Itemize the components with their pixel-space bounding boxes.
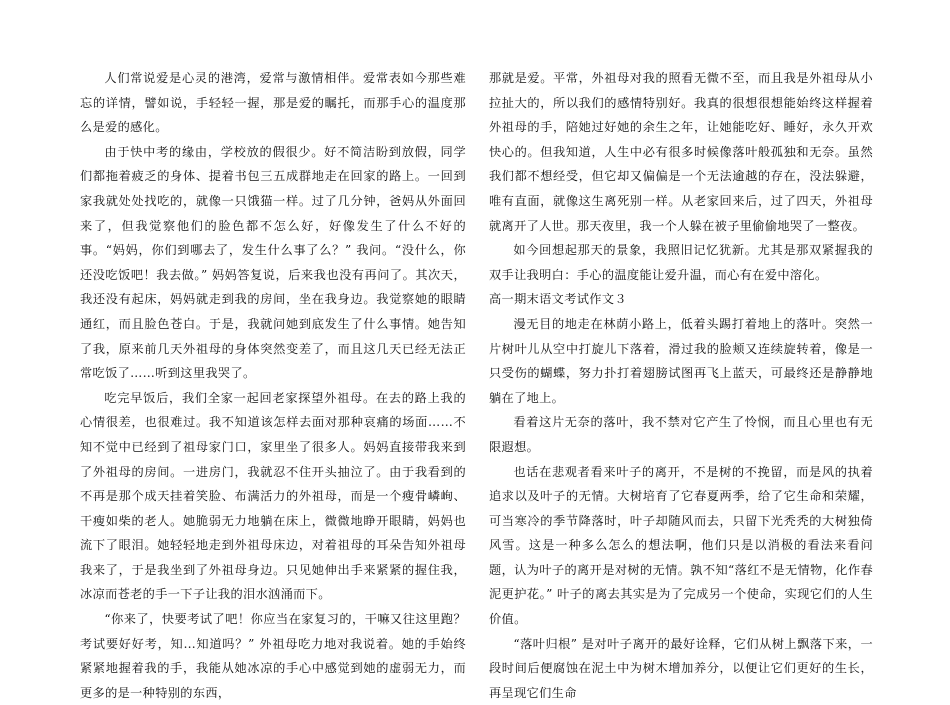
- paragraph: 人们常说爱是心灵的港湾，爱常与激情相伴。爱常表如今那些难忘的详情，譬如说，手轻轻一握，那是爱的瞩托，而那手心的温度那么是爱的感化。: [80, 71, 466, 135]
- right-column: [489, 66, 873, 705]
- paragraph: 如今回想起那天的景象，我照旧记忆犹新。尤其是那双紧握我的双手让我明白：手心的温度能让爱升温，而心有在爱中溶化。: [489, 243, 873, 282]
- paragraph: 吃完早饭后，我们全家一起回老家探望外祖母。在去的路上我的心情很差，也很难过。我不知道该怎样去面对那种哀痛的场面……不知不觉中已经到了祖母家门口，家里坐了很多人。妈妈直接带我来到了外祖母的房间。一进房门，我就忍不住开头抽泣了。由于我看到的不再是那个成天挂着笑脸、布满活力的外祖母，而是一个瘦骨嶙峋、干瘦如柴的老人。她脆弱无力地躺在床上，微微地睁开眼睛，妈妈也流下了眼泪。她轻轻地走到外祖母床边，对着祖母的耳朵告知外祖母我来了，于是我坐到了外祖母身边。只见她伸出手来紧紧的握住我，冰凉而苍老的手一下子让我的泪水汹涌而下。: [80, 390, 466, 602]
- paragraph-continued: 那就是爱。平常，外祖母对我的照看无微不至，而且我是外祖母从小拉扯大的，所以我们的感情特别好。我真的很想很想能始终这样握着外祖母的手，陪她过好她的余生之年，让她能吃好、睡好，永久开欢快心的。但我知道，人生中必有很多时候像落叶般孤独和无奈。虽然我们都不想经受，但它却又偏偏是一个无法逾越的存在，没法躲避，唯有直面，就像这生离死别一样。从老家回来后，过了四天，外祖母就离开了人世。那天夜里，我一个人躲在被子里偷偷地哭了一整夜。: [489, 71, 873, 233]
- paragraph: 看着这片无奈的落叶，我不禁对它产生了怜悯，而且心里也有无限遐想。: [489, 415, 873, 454]
- essay-title: 高一期末语文考试作文３: [489, 292, 627, 307]
- left-column: [80, 66, 466, 705]
- paragraph: 漫无目的地走在林荫小路上，低着头踢打着地上的落叶。突然一片树叶儿从空中打旋儿下落着，滑过我的脸颊又连续旋转着，像是一只受伤的蝴蝶，努力扑打着翅膀试图再飞上蓝天，可最终还是静静地躺在了地上。: [489, 316, 873, 405]
- paragraph: “你来了，快要考试了吧！你应当在家复习的，干嘛又往这里跑？考试要好好考，知…知道吗？” 外祖母吃力地对我说着。她的手始终紧紧地握着我的手，我能从她冰凉的手心中感觉到她的虚弱无力，而更多的是一种特别的东西，: [80, 612, 466, 700]
- paragraph: 也话在悲观者看来叶子的离开，不是树的不挽留，而是风的执着追求以及叶子的无情。大树培育了它春夏两季，给了它生命和荣耀，可当寒冷的季节降落时，叶子却随风而去，只留下光秃秃的大树独倚风雪。这是一种多么怎么的想法啊，他们只是以消极的看法来看问题，认为叶子的离开是对树的无情。孰不知“落红不是无情物，化作春泥更护花。” 叶子的离去其实是为了完成另一个使命，实现它们的人生价值。: [489, 464, 873, 627]
- paragraph: “落叶归根” 是对叶子离开的最好诠释，它们从树上飘落下来，一段时间后便腐蚀在泥土中为树木增加养分，以便让它们更好的生长，再呈现它们生命: [489, 636, 873, 700]
- paragraph: 由于快中考的缘由，学校放的假很少。好不简洁盼到放假，同学们都拖着疲乏的身体、提着书包三五成群地走在回家的路上。一回到家我就处处找吃的，就像一只饿猫一样。过了几分钟，爸妈从外面回来了，但我觉察他们的脸色都不怎么好，好像发生了什么不好的事。“妈妈，你们到哪去了，发生什么事了么？” 我问。“没什么，你还没吃饭吧！我去做。” 妈妈答复说，后来我也没有再问了。其次天，我还没有起床，妈妈就走到我的房间，坐在我身边。我觉察她的眼睛通红，而且脸色苍白。于是，我就问她到底发生了什么事情。她告知了我，原来前几天外祖母的身体突然变差了，而且这几天已经无法正常吃饭了……听到这里我哭了。: [80, 144, 466, 381]
